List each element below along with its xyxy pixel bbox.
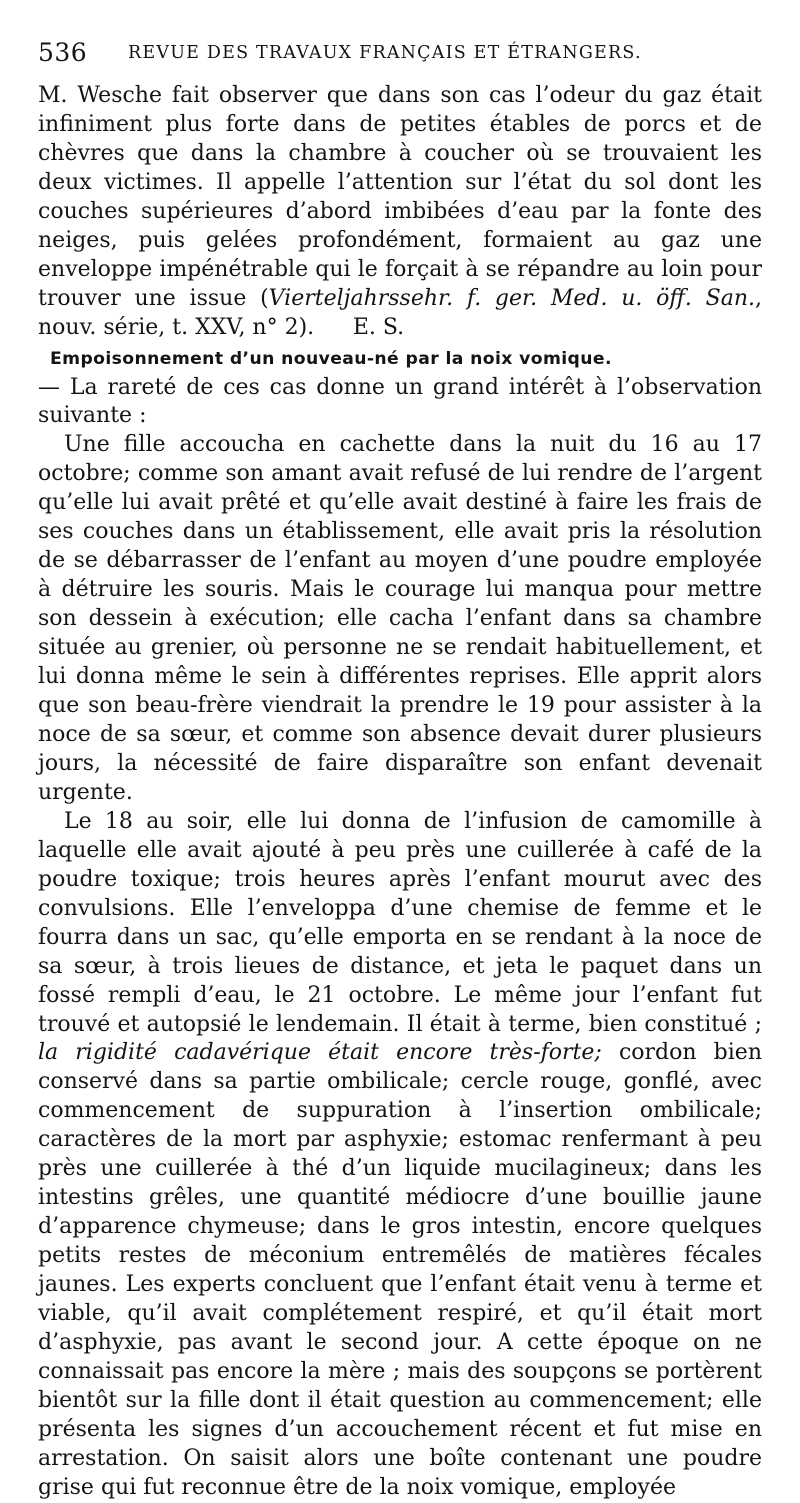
- paragraph-autopsy-italic: la rigidité cadavérique était encore très-forte;: [38, 1040, 602, 1066]
- author-initials: E. S.: [352, 314, 405, 340]
- paragraph-wesche-text: M. Wesche fait observer que dans son cas l’odeur du gaz était infiniment plus forte dans de petites étables de porcs et de chèvres que dans la chambre à coucher où se trouvaient les deux victimes. Il appelle l’attention sur l’état du sol dont les couches supérieures d’abord imbibées d’eau par la fonte des neiges, puis gelées profondément, formaient au gaz une enveloppe impénétrable qui le forçait à se répandre au loin pour trouver une issue (: [38, 83, 762, 311]
- paragraph-autopsy: [38, 808, 762, 1503]
- citation-details: , nouv. série, t. XXV, n° 2).: [38, 285, 762, 340]
- paragraph-autopsy-text-end: cordon bien conservé dans sa partie ombilicale; cercle rouge, gonflé, avec commencement de suppuration à l’insertion ombilicale; caractères de la mort par asphyxie; estomac renfermant à peu près une cuillerée à thé d’un liquide mucilagineux; dans les intestins grêles, une quantité médiocre d’une bouillie jaune d’apparence chymeuse; dans le gros intestin, encore quelques petits restes de méconium entremêlés de matières fécales jaunes. Les experts concluent que l’enfant était venu à terme et viable, qu’il avait complétement respiré, et qu’il était mort d’asphyxie, pas avant le second jour. A cette époque on ne connaissait pas encore la mère ; mais des soupçons se portèrent bientôt sur la fille dont il était question au commencement; elle présenta les signes d’un accouchement récent et fut mise en arrestation. On saisit alors une boîte contenant une poudre grise qui fut reconnue être de la noix vomique, employée: [38, 1040, 762, 1500]
- article-body: [38, 82, 762, 1503]
- page-number: 536: [38, 38, 88, 67]
- running-head: [38, 38, 762, 72]
- paragraph-wesche: [38, 82, 762, 343]
- running-head-title: REVUE DES TRAVAUX FRANÇAIS ET ÉTRANGERS.: [128, 43, 642, 63]
- section-heading: Empoisonnement d’un nouveau-né par la noix vomique.: [50, 348, 612, 369]
- paragraph-case-narrative: Une fille accoucha en cachette dans la nuit du 16 au 17 octobre; comme son amant avait refusé de lui rendre de l’argent qu’elle lui avait prêté et qu’elle avait destiné à faire les frais de ses couches dans un établissement, elle avait pris la résolution de se débarrasser de l’enfant au moyen d’une poudre employée à détruire les souris. Mais le courage lui manqua pour mettre son dessein à exécution; elle cacha l’enfant dans sa chambre située au grenier, où personne ne se rendait habituellement, et lui donna même le sein à différentes reprises. Elle apprit alors que son beau-frère viendrait la prendre le 19 pour assister à la noce de sa sœur, et comme son absence devait durer plusieurs jours, la nécessité de faire disparaître son enfant devenait urgente.: [38, 432, 762, 805]
- citation-journal: Vierteljahrssehr. f. ger. Med. u. öff. San.: [268, 285, 755, 311]
- section-intro: — La rareté de ces cas donne un grand intérêt à l’observation suivante :: [38, 374, 762, 429]
- paragraph-autopsy-text-start: Le 18 au soir, elle lui donna de l’infusion de camomille à laquelle elle avait ajouté à peu près une cuillerée à café de la poudre toxique; trois heures après l’enfant mourut avec des convulsions. Elle l’enveloppa d’une chemise de femme et le fourra dans un sac, qu’elle emporta en se rendant à la noce de sa sœur, à trois lieues de distance, et jeta le paquet dans un fossé rempli d’eau, le 21 octobre. Le même jour l’enfant fut trouvé et autopsié le lendemain. Il était à terme, bien constitué ;: [38, 808, 762, 1037]
